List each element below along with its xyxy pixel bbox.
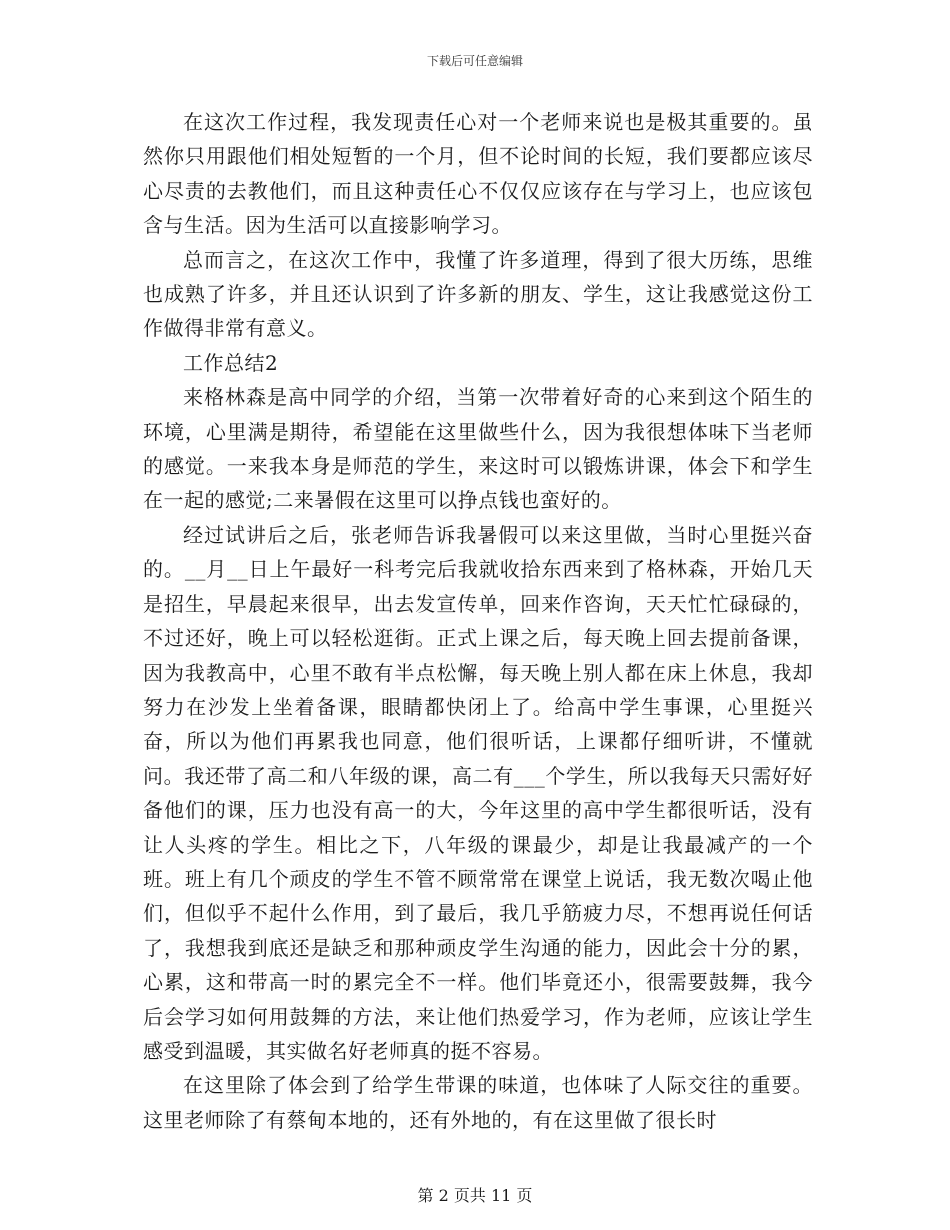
paragraph-2: 总而言之，在这次工作中，我懂了许多道理，得到了很大历练，思维也成熟了许多，并且还认识到了许多新的朋友、学生，这让我感觉这份工作做得非常有意义。: [143, 247, 813, 341]
page-footer: 第 2 页共 11 页: [417, 1186, 533, 1205]
section-heading: 工作总结2: [183, 350, 279, 375]
paragraph-5: 在这里除了体会到了给学生带课的味道，也体味了人际交往的重要。这里老师除了有蔡甸本地的，还有外地的，有在这里做了很长时: [143, 1073, 813, 1132]
paragraph-1: 在这次工作过程，我发现责任心对一个老师来说也是极其重要的。虽然你只用跟他们相处短暂的一个月，但不论时间的长短，我们要都应该尽心尽责的去教他们，而且这种责任心不仅仅应该存在与学习上，也应该包含与生活。因为生活可以直接影响学习。: [143, 110, 813, 238]
page-header: 下载后可任意编辑: [426, 54, 523, 68]
document-body: [143, 105, 813, 1137]
paragraph-4: 经过试讲后之后，张老师告诉我暑假可以来这里做，当时心里挺兴奋的。__月__日上午最好一科考完后我就收拾东西来到了格林森，开始几天是招生，早晨起来很早，出去发宣传单，回来作咨询，天天忙忙碌碌的，不过还好，晚上可以轻松逛街。正式上课之后，每天晚上回去提前备课，因为我教高中，心里不敢有半点松懈，每天晚上别人都在床上休息，我却努力在沙发上坐着备课，眼睛都快闭上了。给高中学生事课，心里挺兴奋，所以为他们再累我也同意，他们很听话，上课都仔细听讲，不懂就问。我还带了高二和八年级的课，高二有___个学生，所以我每天只需好好备他们的课，压力也没有高一的大，今年这里的高中学生都很听话，没有让人头疼的学生。相比之下，八年级的课最少，却是让我最减产的一个班。班上有几个顽皮的学生不管不顾常常在课堂上说话，我无数次喝止他们，但似乎不起什么作用，到了最后，我几乎筋疲力尽，不想再说任何话了，我想我到底还是缺乏和那种顽皮学生沟通的能力，因此会十分的累，心累，这和带高一时的累完全不一样。他们毕竟还小，很需要鼓舞，我今后会学习如何用鼓舞的方法，来让他们热爱学习，作为老师，应该让学生感受到温暖，其实做名好老师真的挺不容易。: [143, 522, 813, 1063]
paragraph-3: 来格林森是高中同学的介绍，当第一次带着好奇的心来到这个陌生的环境，心里满是期待，希望能在这里做些什么，因为我很想体味下当老师的感觉。一来我本身是师范的学生，来这时可以锻炼讲课，体会下和学生在一起的感觉;二来暑假在这里可以挣点钱也蛮好的。: [143, 385, 813, 513]
